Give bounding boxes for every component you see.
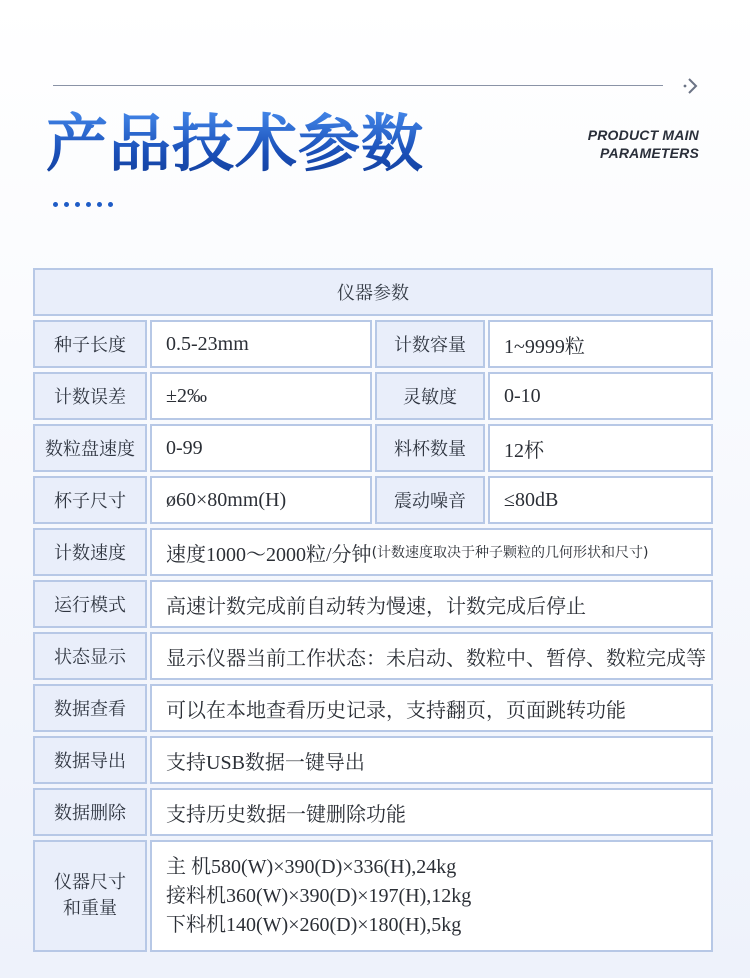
page-title: 产品技术参数 (46, 104, 424, 184)
param-value: ±2‰ (150, 372, 372, 420)
table-row (33, 476, 713, 524)
param-value: 1~9999粒 (488, 320, 713, 368)
param-value: 高速计数完成前自动转为慢速，计数完成后停止 (150, 580, 713, 628)
param-value: 0-99 (150, 424, 372, 472)
decorative-dots (53, 202, 113, 207)
param-label: 数粒盘速度 (33, 424, 147, 472)
param-value: 支持USB数据一键导出 (150, 736, 713, 784)
param-label: 状态显示 (33, 632, 147, 680)
table-row (33, 424, 713, 472)
page-subtitle (588, 126, 699, 162)
param-value (150, 840, 713, 952)
table-row (33, 840, 713, 952)
table-row (33, 736, 713, 784)
speed-value: 速度1000～2000粒/分钟 (166, 543, 372, 566)
param-value: ø60×80mm(H) (150, 476, 372, 524)
param-label: 计数容量 (375, 320, 485, 368)
table-row (33, 580, 713, 628)
subtitle-line-2: PARAMETERS (600, 145, 699, 161)
param-label (33, 840, 147, 952)
param-label: 种子长度 (33, 320, 147, 368)
size-line-receiver: 接料机360(W)×390(D)×197(H),12kg (166, 884, 472, 907)
dot-icon (64, 202, 69, 207)
param-label: 数据导出 (33, 736, 147, 784)
size-label-line-2: 和重量 (63, 898, 117, 919)
table-heading: 仪器参数 (33, 268, 713, 316)
param-label: 杯子尺寸 (33, 476, 147, 524)
dot-icon (53, 202, 58, 207)
table-row (33, 320, 713, 368)
table-row (33, 788, 713, 836)
param-label: 计数误差 (33, 372, 147, 420)
param-label: 计数速度 (33, 528, 147, 576)
speed-note: (计数速度取决于种子颗粒的几何形状和尺寸) (371, 545, 649, 561)
table-row (33, 528, 713, 576)
table-row (33, 632, 713, 680)
param-value: ≤80dB (488, 476, 713, 524)
param-value: 12杯 (488, 424, 713, 472)
table-row (33, 372, 713, 420)
dot-icon (97, 202, 102, 207)
param-value: 可以在本地查看历史记录，支持翻页，页面跳转功能 (150, 684, 713, 732)
param-value (150, 528, 713, 576)
param-label: 料杯数量 (375, 424, 485, 472)
parameters-table (33, 268, 713, 956)
size-line-feeder: 下料机140(W)×260(D)×180(H),5kg (166, 913, 462, 936)
size-line-main: 主 机580(W)×390(D)×336(H),24kg (166, 855, 457, 878)
dot-icon (86, 202, 91, 207)
param-value: 支持历史数据一键删除功能 (150, 788, 713, 836)
table-row (33, 684, 713, 732)
param-value: 显示仪器当前工作状态：未启动、数粒中、暂停、数粒完成等 (150, 632, 713, 680)
param-value: 0.5-23mm (150, 320, 372, 368)
subtitle-line-1: PRODUCT MAIN (587, 127, 699, 143)
dot-icon (108, 202, 113, 207)
param-label: 数据查看 (33, 684, 147, 732)
param-label: 震动噪音 (375, 476, 485, 524)
param-label: 灵敏度 (375, 372, 485, 420)
dot-icon (75, 202, 80, 207)
size-label-line-1: 仪器尺寸 (54, 872, 126, 893)
param-label: 运行模式 (33, 580, 147, 628)
header-divider (53, 85, 663, 86)
chevron-right-icon (680, 74, 704, 98)
param-label: 数据删除 (33, 788, 147, 836)
param-value: 0-10 (488, 372, 713, 420)
